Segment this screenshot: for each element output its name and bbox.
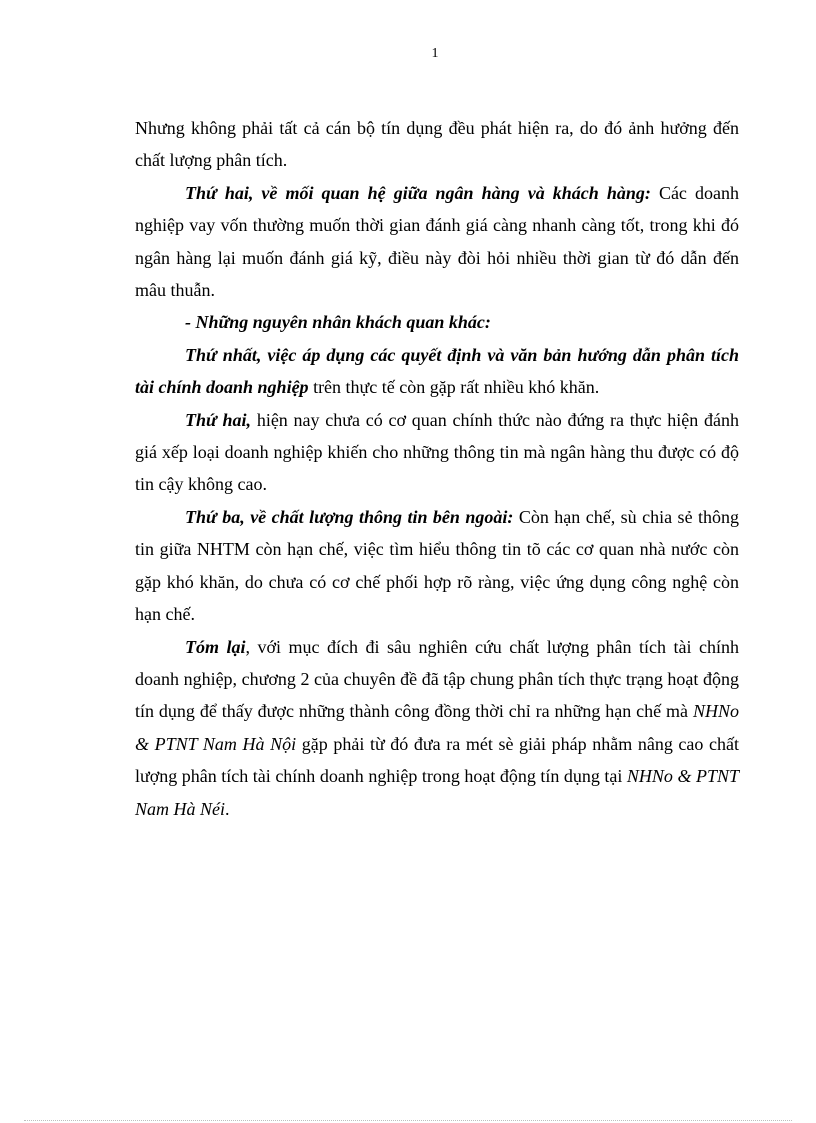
paragraph: [135, 177, 739, 307]
emphasis-heading: Thứ hai, về mối quan hệ giữa ngân hàng và khách hàng:: [185, 182, 651, 203]
body-text: , với mục đích đi sâu nghiên cứu chất lượng phân tích tài chính doanh nghiệp, chương 2 của chuyên đề đã tập chung phân tích thực trạng hoạt động tín dụng để thấy được những thành công đồng thời chỉ ra những hạn chế mà: [135, 636, 740, 722]
body-text: Các doanh nghiệp vay vốn thường muốn thời gian đánh giá càng nhanh càng tốt, trong khi đó ngân hàng lại muốn đánh giá kỹ, điều này đòi hỏi nhiều thời gian từ đó dẫn đến mâu thuẫn.: [135, 182, 739, 301]
emphasis-heading: Thứ nhất, việc áp dụng các quyết định và văn bản hướng dẫn phân tích tài chính doanh nghiệp: [135, 344, 739, 398]
page-border: [24, 1120, 792, 1121]
body-text: trên thực tế còn gặp rất nhiều khó khăn.: [308, 377, 600, 398]
paragraph: [135, 112, 739, 177]
paragraph: [135, 631, 739, 825]
body-text: gặp phải từ đó đưa ra mét sè giải pháp nhằm nâng cao chất lượng phân tích tài chính doanh nghiệp trong hoạt động tín dụng tại: [135, 733, 739, 787]
paragraph: [135, 501, 739, 631]
document-body: [135, 112, 739, 825]
emphasis-heading: Thứ hai,: [185, 409, 252, 430]
emphasis-heading: Thứ ba, về chất lượng thông tin bên ngoài:: [185, 506, 514, 527]
paragraph: [135, 339, 739, 404]
paragraph: [135, 404, 739, 501]
bank-name: NHNo & PTNT Nam Hà Nội: [135, 701, 739, 754]
body-text: .: [225, 798, 230, 819]
body-text: Còn hạn chế, sù chia sẻ thông tin giữa NHTM còn hạn chế, việc tìm hiểu thông tin tõ các cơ quan nhà nước còn gặp khó khăn, do chưa có cơ chế phối hợp rõ ràng, việc ứng dụng công nghệ còn hạn chế.: [135, 506, 740, 625]
body-text: hiện nay chưa có cơ quan chính thức nào đứng ra thực hiện đánh giá xếp loại doanh nghiệp khiến cho những thông tin mà ngân hàng thu được có độ tin cậy không cao.: [135, 409, 739, 495]
bank-name: NHNo & PTNT Nam Hà Néi: [135, 766, 739, 819]
page-number: 1: [431, 46, 439, 61]
emphasis-heading: Tóm lại: [185, 636, 246, 657]
body-text: Nhưng không phải tất cả cán bộ tín dụng đều phát hiện ra, do đó ảnh hưởng đến chất lượng phân tích.: [135, 118, 739, 171]
section-heading: - Những nguyên nhân khách quan khác:: [185, 312, 491, 333]
paragraph: [135, 306, 739, 338]
